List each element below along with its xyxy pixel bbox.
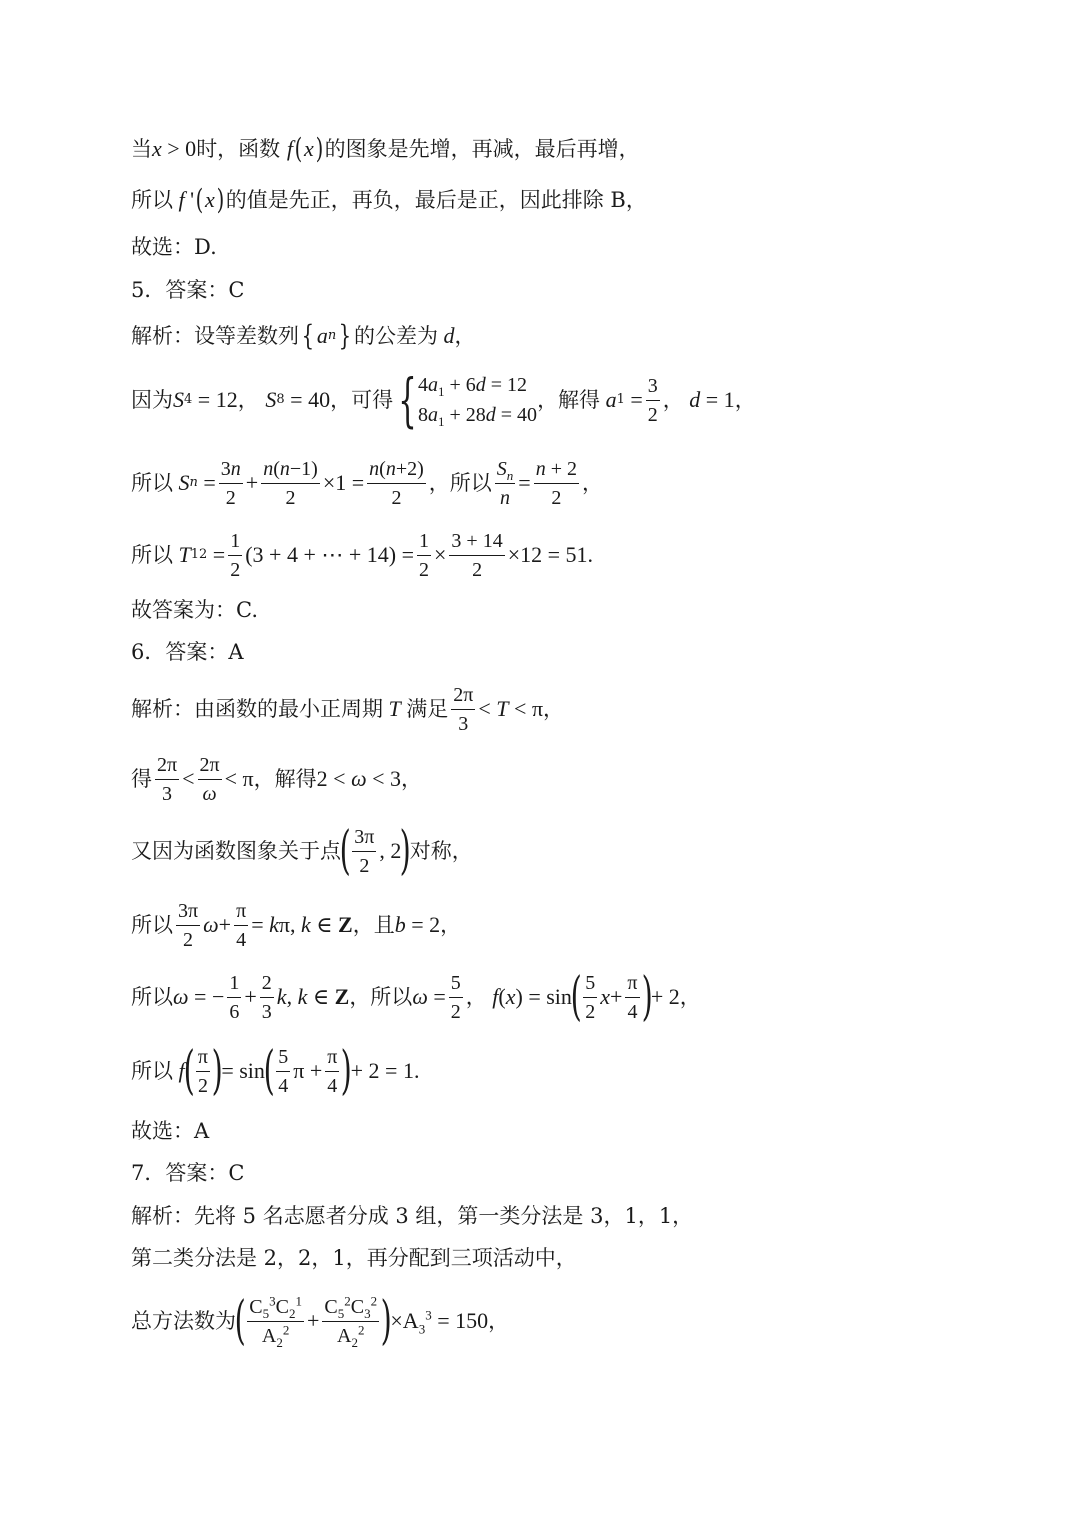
analysis-line: 得 $\frac{2\pi}{3}$ < $\frac{2\pi}{\omega}$ < π ，解得 2 < ω < 3 ， — [131, 753, 423, 805]
text-line: 所以 f ' ( x ) 的值是先正，再负，最后是正，因此排除 B， — [131, 183, 647, 216]
analysis-line: 总方法数为 ( $\frac{C_5^3C_2^1}{A_2^2}$ + $\frac{C_5^2C_3^2}{A_2^2}$ ) $\times A_3^3 = 150$ ， — [131, 1291, 510, 1351]
conclusion-line: 故答案为：C. — [131, 598, 258, 622]
analysis-line: 解析：设等差数列 { a n } 的公差为 d ， — [131, 319, 476, 352]
analysis-line: 解析：由函数的最小正周期 T 满足 $\frac{2\pi}{3}$ < T < π ， — [131, 683, 565, 735]
analysis-line: 所以 S n = $\frac{3n}{2}$ + $\frac{n(n-1)}{2}$ ×1 = $\frac{n(n+2)}{2}$ ，所以 $\frac{S_n}{n}$ = $\frac{n + 2}{2}$ ， — [131, 457, 603, 509]
analysis-line: 所以 $\frac{3\pi}{2}$ ω + $\frac{\pi}{4}$ = kπ, k ∈ Z ，且 b = 2 ， — [131, 899, 462, 951]
analysis-line: 所以 T 12 = $\frac{1}{2}$ (3 + 4 + ⋯ + 14) = $\frac{1}{2}$ × $\frac{3 + 14}{2}$ ×12 = 51. — [131, 529, 594, 581]
answer-heading: 6．答案：A — [131, 640, 244, 664]
answer-heading: 5．答案：C — [131, 278, 245, 302]
analysis-line: 解析：先将 5 名志愿者分成 3 组，第一类分法是 3，1，1， — [131, 1204, 694, 1228]
analysis-line: 所以 ω = − $\frac{1}{6}$ + $\frac{2}{3}$ k, k ∈ Z ，所以 ω = $\frac{5}{2}$ ， f(x) = sin ( $\frac{5}{2}$ x + $\frac{\pi}{4}$ ) + 2 ， — [131, 967, 701, 1027]
analysis-line: 又因为函数图象关于点 ( $\frac{3\pi}{2}$ , 2 ) 对称， — [131, 821, 473, 881]
answer-heading: 7．答案：C — [131, 1161, 245, 1185]
conclusion-line: 故选：A — [131, 1119, 210, 1143]
conclusion-line: 故选：D. — [131, 235, 217, 259]
analysis-line: 因为 S 4 = 12 ， S 8 = 40 ，可得 { $4a_1 + 6d = 12$ $8a_1 + 28d = 40$ ，解得 a 1 = $\frac{3}{2}$ ， d = 1 ， — [131, 366, 756, 434]
analysis-line: 所以 f ( $\frac{\pi}{2}$ ) = sin ( $\frac{5}{4}$ π + $\frac{\pi}{4}$ ) + 2 = 1. — [131, 1041, 420, 1101]
analysis-line: 第二类分法是 2，2，1，再分配到三项活动中， — [131, 1246, 577, 1270]
text-line: 当 x > 0 时，函数 f ( x ) 的图象是先增，再减，最后再增， — [131, 132, 640, 165]
